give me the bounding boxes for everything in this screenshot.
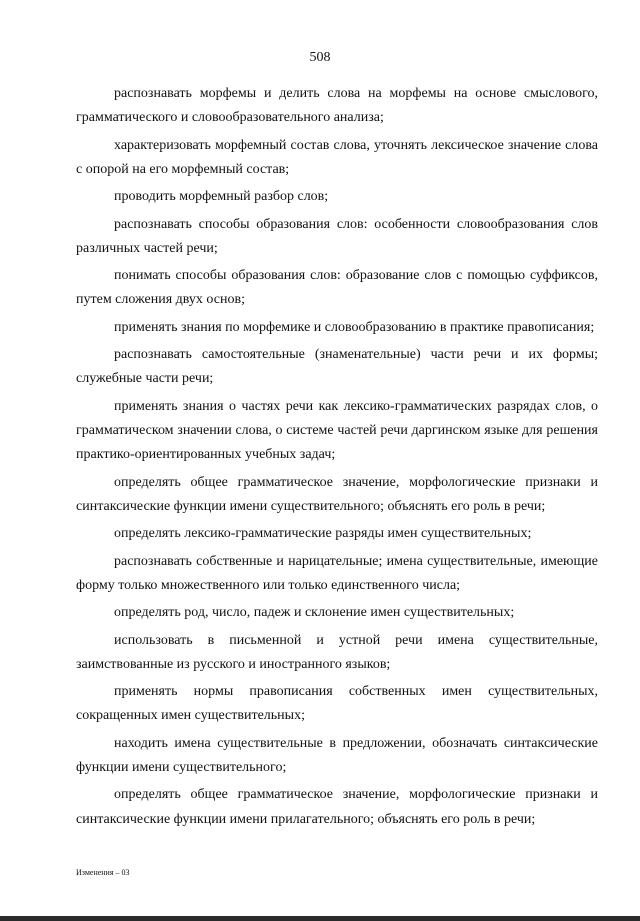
paragraph: применять знания по морфемике и словообразованию в практике правописания; <box>114 319 595 335</box>
paragraph: определять общее грамматическое значение, морфологические признаки и синтаксические функции имени существительного; объяснять его роль в речи; <box>76 474 598 514</box>
scan-edge <box>0 916 640 921</box>
paragraph: применять нормы правописания собственных имен существительных, сокращенных имен существительных; <box>76 684 598 724</box>
paragraph: распознавать собственные и нарицательные; имена существительные, имеющие форму только множественного или только единственного числа; <box>76 553 598 593</box>
paragraph: использовать в письменной и устной речи имена существительные, заимствованные из русского и иностранного языков; <box>76 632 598 672</box>
paragraph: характеризовать морфемный состав слова, уточнять лексическое значение слова с опорой на его морфемный состав; <box>76 137 598 177</box>
paragraph: определять род, число, падеж и склонение имен существительных; <box>114 605 515 621</box>
document-body <box>76 82 598 835</box>
paragraph: понимать способы образования слов: образование слов с помощью суффиксов, путем сложения двух основ; <box>76 268 598 308</box>
paragraph: распознавать морфемы и делить слова на морфемы на основе смыслового, грамматического и словообразовательного анализа; <box>76 86 598 126</box>
paragraph: проводить морфемный разбор слов; <box>114 189 329 205</box>
paragraph: определять лексико-грамматические разряды имен существительных; <box>114 526 532 542</box>
paragraph: находить имена существительные в предложении, обозначать синтаксические функции имени существительного; <box>76 735 598 775</box>
page-number: 508 <box>309 50 331 65</box>
paragraph: применять знания о частях речи как лексико-грамматических разрядах слов, о грамматическом значении слова, о системе частей речи даргинском языке для решения практико-ориентированных учебных задач; <box>76 398 598 463</box>
paragraph: распознавать способы образования слов: особенности словообразования слов различных частей речи; <box>76 216 598 256</box>
footer-note: Изменения – 03 <box>76 868 130 877</box>
paragraph: распознавать самостоятельные (знаменательные) части речи и их формы; служебные части речи; <box>76 347 598 387</box>
paragraph: определять общее грамматическое значение, морфологические признаки и синтаксические функции имени прилагательного; объяснять его роль в речи; <box>76 787 598 827</box>
